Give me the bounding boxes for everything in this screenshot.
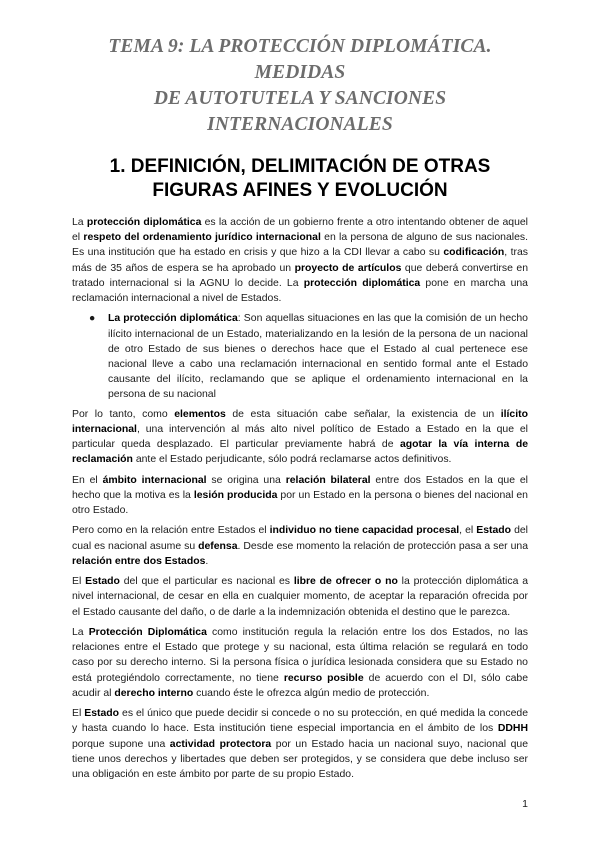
bullet-list [72, 311, 528, 402]
text-run: . [205, 555, 209, 567]
bold-text-run: recurso posible [283, 672, 364, 684]
bold-text-run: lesión producida [193, 489, 278, 501]
bold-text-run: ámbito internacional [102, 474, 207, 486]
text-run: Por lo tanto, como [72, 408, 175, 420]
bold-text-run: respeto del ordenamiento jurídico internacional [83, 232, 321, 244]
bold-text-run: Estado [84, 708, 120, 720]
text-run: Pero como en la relación entre Estados el [72, 525, 270, 537]
document-title [64, 34, 536, 138]
bold-text-run: La protección diplomática [108, 313, 238, 325]
bold-text-run: libre de ofrecer o no [293, 576, 398, 588]
text-run: . Desde ese momento la relación de protección pasa a ser una [237, 540, 528, 552]
text-run: , tras más de 35 años de espera se ha aprobado un [72, 247, 528, 274]
text-run: que deberá convertirse en tratado internacional si la AGNU lo decide. La [72, 262, 529, 289]
text-run: es el único que puede decidir si concede o no su protección, en qué medida la concede y hasta cuando lo hace. Esta institución tiene especial importancia en el ámbito de los [72, 708, 528, 735]
section-heading-line-2: FIGURAS AFINES Y EVOLUCIÓN [152, 180, 448, 201]
bold-text-run: Estado [476, 525, 512, 537]
bold-text-run: agotar la vía interna de reclamación [72, 439, 528, 466]
paragraph-ambito-internacional [72, 473, 528, 519]
paragraph-institucion [72, 625, 528, 701]
text-run: porque supone una [72, 738, 170, 750]
bold-text-run: actividad protectora [169, 738, 272, 750]
document-title-line-1: TEMA 9: LA PROTECCIÓN DIPLOMÁTICA. MEDIDAS [108, 36, 492, 83]
bold-text-run: individuo no tiene capacidad procesal [269, 525, 460, 537]
bold-text-run: Estado [85, 576, 120, 588]
text-run: La [72, 217, 87, 228]
text-run: del que el particular es nacional es [119, 576, 294, 588]
text-run: la protección diplomática a nivel internacional, de cesar en ella en cualquier momento, de aceptar la reparación ofrecida por el Estado causante del daño, o de darle a la indemnización obtenida el destino que le parezca. [72, 576, 529, 618]
bold-text-run: protección diplomática [303, 277, 421, 289]
bold-text-run: protección diplomática [86, 217, 202, 228]
text-run: por un Estado hacia un nacional suyo, nacional que tiene unos derechos y libertades que deben ser protegidos, y se considera que debe incluso ser una obligación en este ámbito por parte de su propio Estado. [72, 738, 529, 781]
text-run: En el [72, 474, 103, 486]
text-run: : Son aquellas situaciones en las que la comisión de un hecho ilícito internacional de un Estado, materializando en la lesión de la persona de un nacional de otro Estado de sus bienes o derechos hace que el Estado al cual pertenece ese nacional lleve a cabo una reclamación internacional en sentido formal ante el Estado causante del ilícito, reclamando que se aplique el ordenamiento internacional en la persona de su nacional [108, 313, 528, 401]
bold-text-run: relación entre dos Estados [72, 555, 206, 567]
bold-text-run: elementos [174, 408, 226, 420]
paragraph-intro [72, 215, 528, 306]
text-run: entre dos Estados en la que el hecho que la motiva es la [72, 474, 528, 501]
page-number: 1 [522, 798, 528, 810]
text-run: ante el Estado perjudicante, sólo podrá reclamarse actos definitivos. [132, 454, 452, 466]
bold-text-run: DDHH [497, 723, 528, 735]
paragraph-libre-de-ofrecer [72, 574, 528, 620]
text-run: El [72, 708, 85, 720]
paragraph-capacidad-procesal [72, 523, 528, 569]
text-run: como institución regula la relación entre los dos Estados, no las relaciones entre el Estado que protege y su nacional, esta última relación se regulará en todo caso por su derecho interno. Si la persona física o jurídica lesionada considera que su Estado no está protegiéndolo correctamente, no tiene [72, 627, 528, 684]
bullet-dot-icon: ● [89, 313, 96, 325]
text-run: de acuerdo con el DI, sólo cabe acudir al [72, 672, 528, 699]
bullet-text [108, 313, 528, 400]
bold-text-run: derecho interno [114, 687, 194, 699]
text-run: pone en marcha una reclamación internacional a nivel de Estados. [72, 277, 528, 305]
paragraph-ddhh [72, 706, 528, 782]
text-run: del cual es nacional asume su [72, 525, 528, 552]
bold-text-run: ilícito internacional [72, 408, 528, 435]
bold-text-run: Protección Diplomática [88, 627, 207, 639]
section-heading-line-1: 1. DEFINICIÓN, DELIMITACIÓN DE OTRAS [109, 156, 491, 177]
section-heading [72, 155, 528, 203]
text-run: La [72, 627, 89, 639]
bold-text-run: relación bilateral [285, 474, 371, 486]
text-run: , una intervención al más alto nivel político de Estado a Estado en la que el particular queda desplazado. El particular previamente habrá de [72, 423, 528, 451]
bold-text-run: codificación [443, 247, 505, 259]
paragraph-elementos [72, 407, 528, 468]
document-title-line-2: DE AUTOTUTELA Y SANCIONES INTERNACIONALES [153, 88, 447, 135]
bold-text-run: proyecto de artículos [294, 262, 402, 274]
text-run: por un Estado en la persona o bienes del nacional en otro Estado. [72, 489, 528, 517]
text-run: en la persona de alguno de sus nacionales. Es una institución que ha estado en crisis y que hizo a la CDI llevar a cabo su [72, 232, 529, 259]
bullet-item [89, 311, 528, 402]
text-run: El [72, 576, 86, 588]
text-run: es la acción de un gobierno frente a otro intentando obtener de aquel el [72, 217, 528, 244]
bold-text-run: defensa [198, 540, 238, 552]
text-run: se origina una [206, 474, 286, 486]
text-run: , el [459, 525, 477, 537]
text-run: de esta situación cabe señalar, la existencia de un [225, 408, 501, 420]
text-run: cuando éste le ofrezca algún medio de protección. [193, 687, 430, 699]
